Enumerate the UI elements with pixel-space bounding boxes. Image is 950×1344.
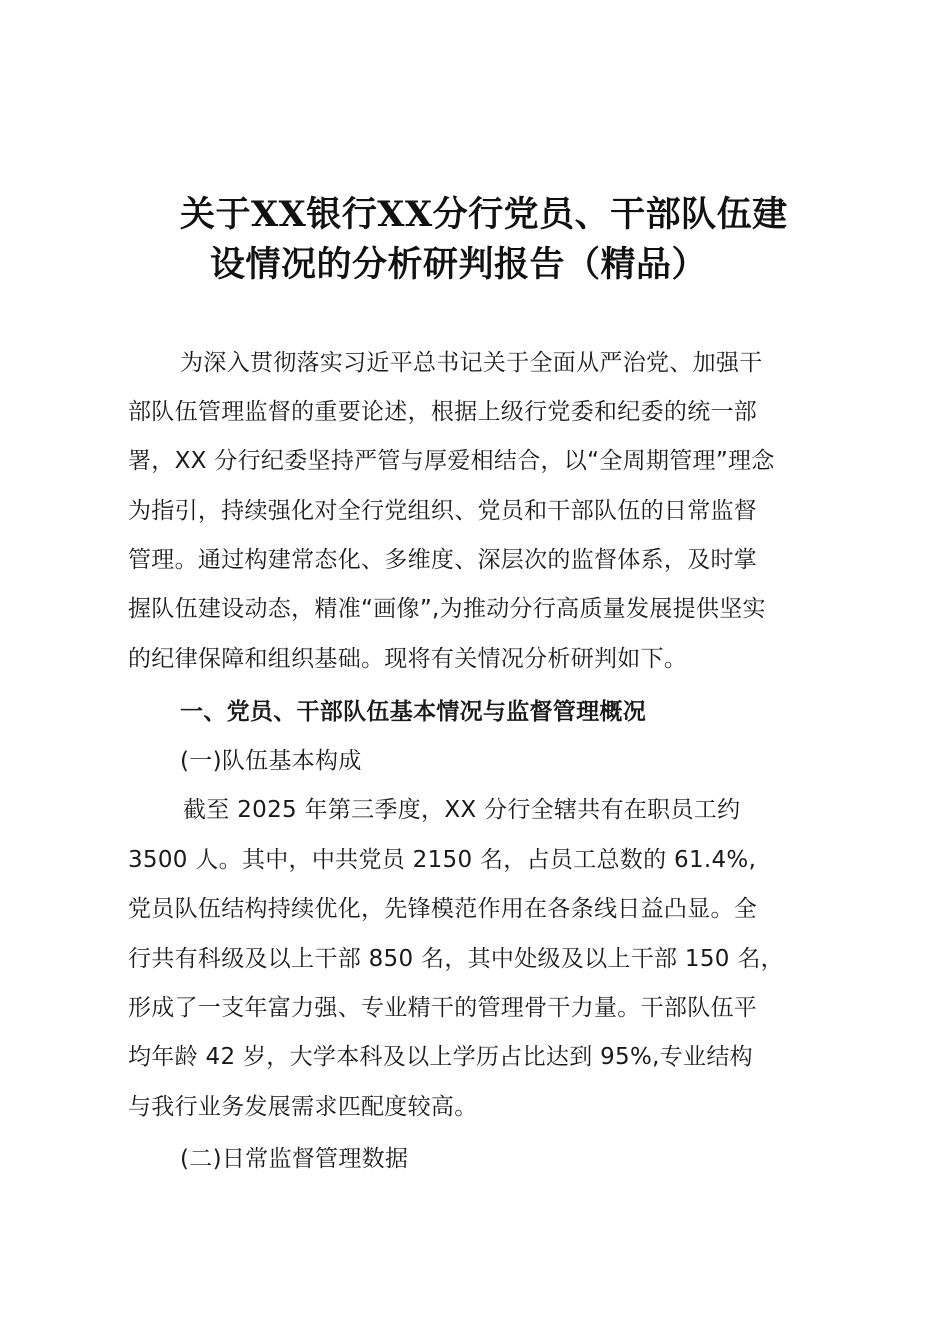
title-line-1: 关于XX银行XX分行党员、干部队伍建	[180, 194, 788, 235]
subsection-heading: (二)日常监督管理数据	[180, 1146, 409, 1172]
intro-line: 署，XX 分行纪委坚持严管与厚爱相结合，以“全周期管理”理念	[128, 448, 775, 474]
body-line: 与我行业务发展需求匹配度较高。	[128, 1094, 478, 1120]
body-line: 党员队伍结构持续优化，先锋模范作用在各条线日益凸显。全	[128, 896, 758, 922]
intro-line: 握队伍建设动态，精准“画像”,为推动分行高质量发展提供坚实	[128, 596, 766, 622]
intro-line: 的纪律保障和组织基础。现将有关情况分析研判如下。	[128, 646, 688, 672]
body-line: 形成了一支年富力强、专业精干的管理骨干力量。干部队伍平	[128, 995, 758, 1021]
intro-line: 管理。通过构建常态化、多维度、深层次的监督体系，及时掌	[128, 547, 758, 573]
body-line: 3500 人。其中，中共党员 2150 名，占员工总数的 61.4%,	[128, 847, 757, 873]
subsection-heading: (一)队伍基本构成	[180, 748, 362, 774]
body-line: 截至 2025 年第三季度，XX 分行全辖共有在职员工约	[183, 797, 741, 823]
intro-line: 部队伍管理监督的重要论述，根据上级行党委和纪委的统一部	[128, 399, 758, 425]
body-line: 均年龄 42 岁，大学本科及以上学历占比达到 95%,专业结构	[128, 1044, 753, 1070]
intro-line: 为指引，持续强化对全行党组织、党员和干部队伍的日常监督	[128, 498, 758, 524]
intro-line: 为深入贯彻落实习近平总书记关于全面从严治党、加强干	[180, 350, 763, 376]
section-heading: 一、党员、干部队伍基本情况与监督管理概况	[180, 699, 646, 725]
title-line-2: 设情况的分析研判报告（精品）	[210, 244, 708, 285]
body-line: 行共有科级及以上干部 850 名，其中处级及以上干部 150 名，	[128, 946, 784, 972]
